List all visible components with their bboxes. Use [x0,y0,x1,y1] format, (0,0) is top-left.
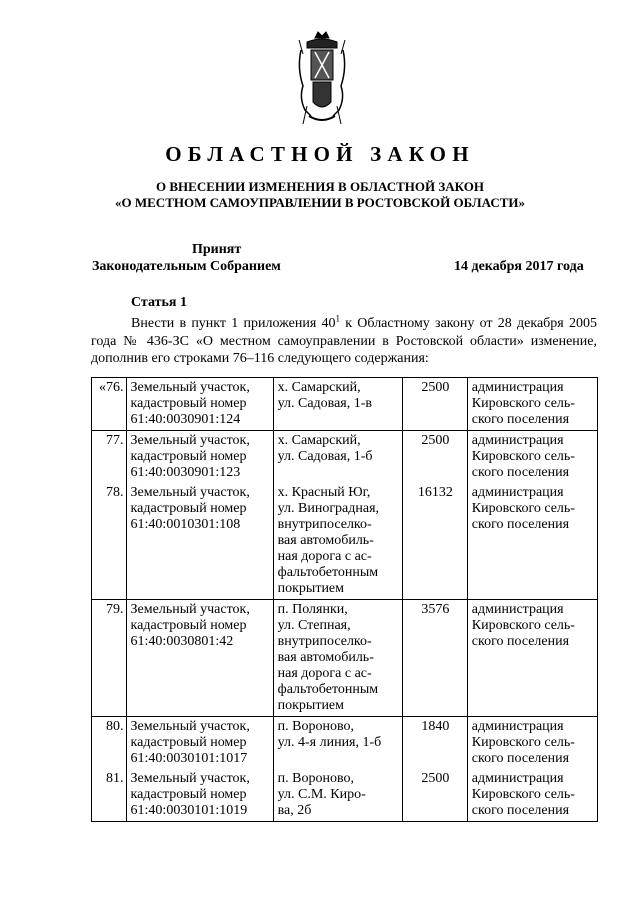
object-description [126,483,273,600]
subtitle-line-2: «О МЕСТНОМ САМОУПРАВЛЕНИИ В РОСТОВСКОЙ ОБЛАСТИ» [115,195,525,210]
object-address-line: ул. 4-я линия, 1-б [277,735,382,750]
object-owner [467,483,597,600]
adoption-date: 14 декабря 2017 года [454,259,584,274]
object-owner-line: Кировского сель- [471,449,575,464]
table-row [92,378,598,431]
object-description-line: кадастровый номер [130,449,247,464]
object-address-line: ва, 2б [277,803,312,818]
object-owner-line: Кировского сель- [471,735,575,750]
land-plots-table [91,377,598,822]
object-address-line: ул. Виноградная, [277,501,380,516]
object-owner-line: ского поселения [471,412,570,427]
table-row [92,431,598,484]
object-description-line: Земельный участок, [130,719,250,734]
object-description-line: Земельный участок, [130,433,250,448]
object-address-line: п. Полянки, [277,602,348,617]
object-address [273,717,402,770]
subtitle-line-1: О ВНЕСЕНИИ ИЗМЕНЕНИЯ В ОБЛАСТНОЙ ЗАКОН [156,179,484,194]
object-description-line: Земельный участок, [130,771,250,786]
row-number: 77. [92,431,127,484]
object-area: 1840 [403,717,468,770]
object-address-line: п. Вороново, [277,771,354,786]
object-owner-line: администрация [471,719,564,734]
object-address-line: покрытием [277,698,345,713]
object-description-line: кадастровый номер [130,735,247,750]
object-description-line: 61:40:0010301:108 [130,517,241,532]
object-owner [467,717,597,770]
object-owner-line: Кировского сель- [471,501,575,516]
object-address [273,769,402,822]
table-row [92,717,598,770]
object-address-line: фальтобетонным [277,565,379,580]
object-address [273,378,402,431]
document-title: ОБЛАСТНОЙ ЗАКОН [165,142,475,166]
object-description-line: Земельный участок, [130,380,250,395]
object-address-line: ул. Садовая, 1-в [277,396,373,411]
object-address-line: ная дорога с ас- [277,666,372,681]
adopted-by-label: Законодательным Собранием [92,259,281,274]
object-description-line: 61:40:0030101:1019 [130,803,248,818]
object-description-line: кадастровый номер [130,618,247,633]
object-address-line: х. Самарский, [277,433,361,448]
object-area: 3576 [403,600,468,717]
object-address-line: внутрипоселко- [277,634,372,649]
row-number: 78. [92,483,127,600]
row-number: 81. [92,769,127,822]
object-owner [467,769,597,822]
object-address-line: фальтобетонным [277,682,379,697]
object-owner [467,600,597,717]
row-number: «76. [92,378,127,431]
object-area: 16132 [403,483,468,600]
object-owner-line: администрация [471,771,564,786]
adopted-label: Принят [192,242,242,257]
object-owner-line: ского поселения [471,517,570,532]
object-description-line: кадастровый номер [130,787,247,802]
object-owner-line: администрация [471,485,564,500]
object-address-line: ул. С.М. Киро- [277,787,366,802]
object-description-line: 61:40:0030901:124 [130,412,241,427]
object-description [126,378,273,431]
object-description-line: 61:40:0030801:42 [130,634,234,649]
object-area: 2500 [403,378,468,431]
object-address-line: покрытием [277,581,345,596]
object-address [273,600,402,717]
object-address [273,483,402,600]
object-description-line: Земельный участок, [130,485,250,500]
object-description-line: 61:40:0030901:123 [130,465,241,480]
article-heading: Статья 1 [131,295,187,310]
object-address-line: ул. Степная, [277,618,351,633]
object-owner-line: Кировского сель- [471,787,575,802]
object-description-line: 61:40:0030101:1017 [130,751,248,766]
object-owner-line: ского поселения [471,751,570,766]
article-paragraph: Внести в пункт 1 приложения $40^1$ к Областному закону от 28 декабря 2005 года № 436-ЗС «О местном самоуправлении в Ростовской области» изменение, дополнив его строками 76–116 следующего содержания: [91,313,597,366]
object-owner-line: администрация [471,602,564,617]
object-owner [467,431,597,484]
object-address-line: п. Вороново, [277,719,354,734]
object-description [126,431,273,484]
object-owner-line: ского поселения [471,634,570,649]
object-owner-line: ского поселения [471,803,570,818]
object-owner-line: Кировского сель- [471,618,575,633]
object-address [273,431,402,484]
row-number: 80. [92,717,127,770]
table-row [92,483,598,600]
object-owner-line: ского поселения [471,465,570,480]
object-address-line: внутрипоселко- [277,517,372,532]
object-description-line: кадастровый номер [130,396,247,411]
object-address-line: вая автомобиль- [277,533,374,548]
object-owner-line: Кировского сель- [471,396,575,411]
coat-of-arms-emblem [295,28,349,128]
object-address-line: ул. Садовая, 1-б [277,449,373,464]
object-description [126,769,273,822]
object-description-line: кадастровый номер [130,501,247,516]
object-description-line: Земельный участок, [130,602,250,617]
object-address-line: х. Самарский, [277,380,361,395]
object-owner-line: администрация [471,380,564,395]
table-row [92,769,598,822]
row-number: 79. [92,600,127,717]
object-address-line: вая автомобиль- [277,650,374,665]
object-area: 2500 [403,769,468,822]
object-description [126,717,273,770]
object-address-line: х. Красный Юг, [277,485,371,500]
object-description [126,600,273,717]
table-row [92,600,598,717]
object-owner [467,378,597,431]
object-area: 2500 [403,431,468,484]
object-address-line: ная дорога с ас- [277,549,372,564]
object-owner-line: администрация [471,433,564,448]
